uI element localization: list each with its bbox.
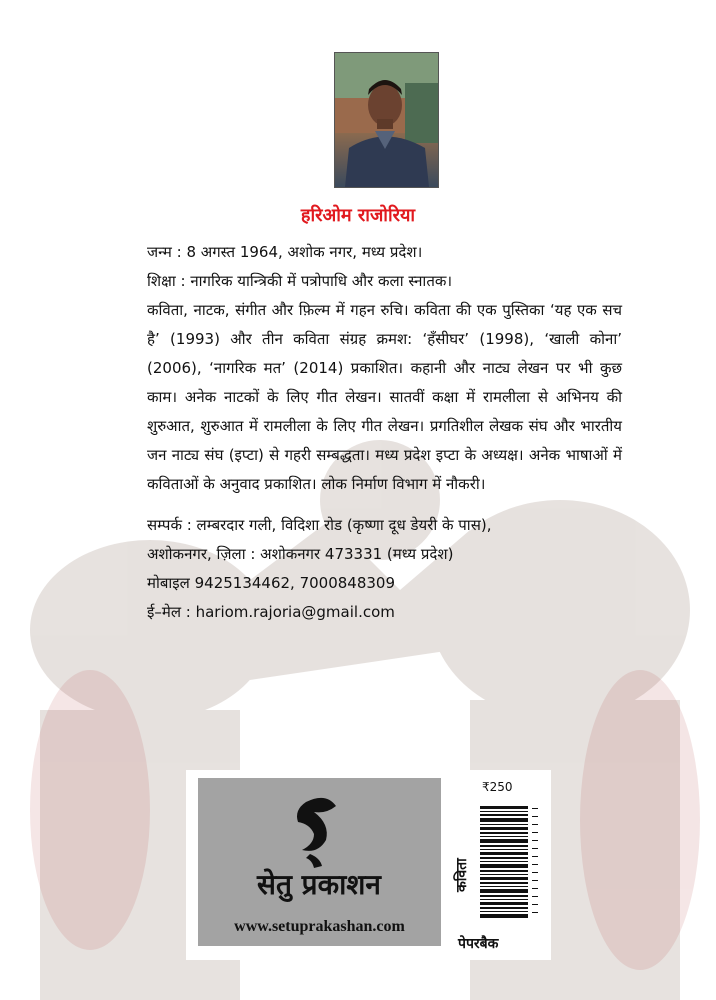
birth-info: जन्म : 8 अगस्त 1964, अशोक नगर, मध्य प्रदेश। — [147, 243, 423, 261]
contact-address-line2: अशोकनगर, ज़िला : अशोकनगर 473331 (मध्य प्रदेश) — [147, 545, 454, 563]
book-binding: पेपरबैक — [458, 936, 499, 952]
publisher-box — [198, 778, 441, 946]
publisher-website: www.setuprakashan.com — [234, 918, 405, 935]
author-name: हरिओम राजोरिया — [300, 205, 416, 226]
isbn-barcode — [478, 804, 542, 922]
bio-description: कविता, नाटक, संगीत और फ़िल्म में गहन रुचि। कविता की एक पुस्तिका ‘यह एक सच है’ (1993) और तीन कविता संग्रह क्रमश: ‘हँसीघर’ (1998), ‘खाली कोना’ (2006), ‘नागरिक मत’ (2014) प्रकाशित। कहानी और नाट्य लेखन पर भी कुछ काम। अनेक नाटकों के लिए गीत लेखन। सातवीं कक्षा में रामलीला से अभिनय की शुरुआत, शुरुआत में रामलीला के लिए गीत लेखन। प्रगतिशील लेखक संघ और भारतीय जन नाट्य संघ (इप्टा) से गहरी सम्बद्धता। मध्य प्रदेश इप्टा के अध्यक्ष। अनेक भाषाओं में कविताओं के अनुवाद प्रकाशित। लोक निर्माण विभाग में नौकरी। — [147, 301, 622, 493]
svg-text:सेतु प्रकाशन: सेतु प्रकाशन — [257, 868, 381, 901]
book-genre: कविता — [454, 858, 470, 892]
barcode-panel — [186, 770, 551, 960]
education-info: शिक्षा : नागरिक यान्त्रिकी में पत्रोपाधि और कला स्नातक। — [147, 272, 453, 290]
author-portrait-image — [335, 53, 438, 187]
book-price: ₹250 — [482, 780, 513, 794]
contact-email: ई–मेल : hariom.rajoria@gmail.com — [147, 603, 395, 621]
contact-address-line1: सम्पर्क : लम्बरदार गली, विदिशा रोड (कृष्णा दूध डेयरी के पास), — [147, 516, 492, 534]
publisher-logo — [198, 784, 441, 904]
author-photo — [334, 52, 439, 188]
author-biography — [147, 238, 622, 627]
contact-mobile: मोबाइल 9425134462, 7000848309 — [147, 574, 396, 592]
